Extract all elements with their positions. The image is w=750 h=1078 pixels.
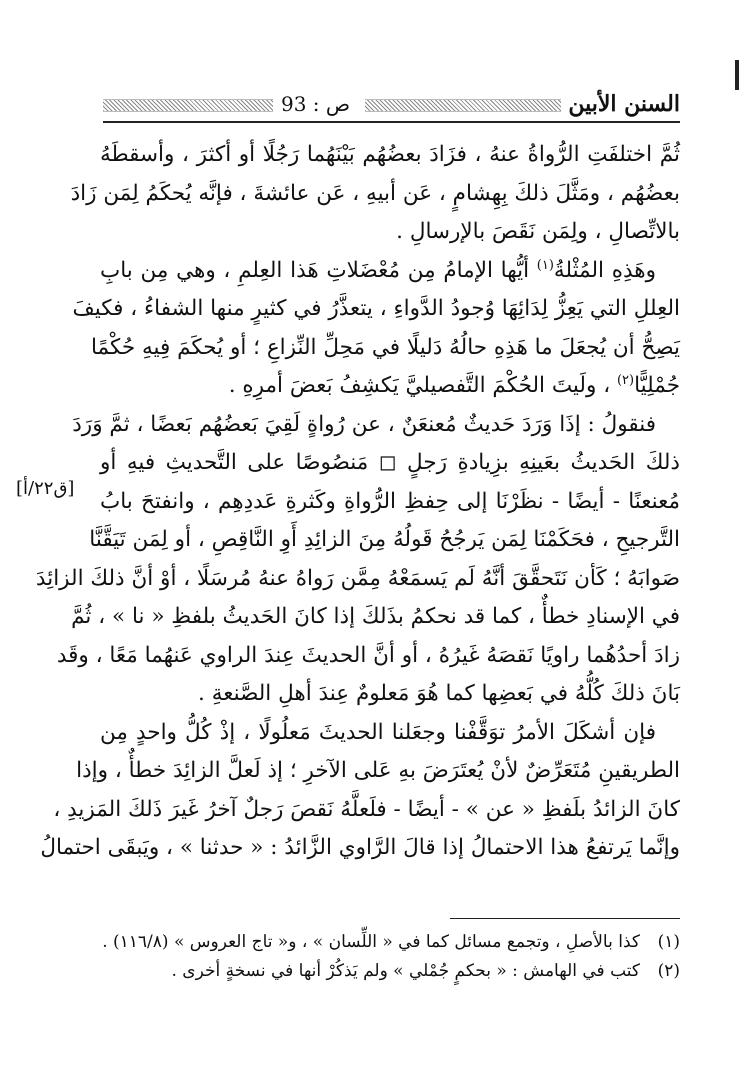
text-line-15: بَانَ ذلكَ كُلُّهُ في بَعضِها كما هُوَ مَعلومٌ عِندَ أهلِ الصَّنعةِ .	[198, 681, 680, 706]
text-line-13: في الإسنادِ خطأٌ ، كما قد نحكمُ بذَلكَ إذا كانَ الحَديثُ بلفظِ « نا » ، ثُمَّ	[71, 604, 680, 629]
running-header	[103, 90, 680, 120]
text-line-11: التَّرجيحِ ، فحَكَمْنَا لِمَن يَرجُحُ قَولُهُ مِنَ الزائِدِ أَوِ النَّاقِصِ ، أو لِمَن تَيَقَّنَّا	[89, 527, 680, 552]
header-ornament-left	[103, 99, 273, 112]
footnote-1-text: كذا بالأصلِ ، وتجمع مسائل كما في « اللِّسان » ، و« تاج العروس » (١١٦/٨) .	[102, 932, 640, 952]
footnote-ref-1: (١)	[536, 257, 554, 273]
text-line-3: بالاتِّصالِ ، ولِمَن نَقَصَ بالإرسالِ .	[396, 219, 680, 244]
text-line-12: صَوابَهُ ؛ كَأن نَتَحقَّقَ أنَّهُ لَم يَسمَعْهُ مِمَّن رَواهُ عنهُ مُرسَلًا ، أوْ أنَّ ذلكَ الزائِدَ	[35, 565, 680, 591]
text-line-7-a: جُمْلِيًّا	[634, 373, 680, 398]
footnote-2	[100, 957, 680, 986]
margin-folio-note: [ق۲۲/أ]	[16, 478, 75, 499]
text-line-5: العِللِ التي يَعِزُّ لِدَائِهَا وُجودُ الدَّواءِ ، يتعذَّرُ في كثيرٍ منها الشفاءُ ، فكيفَ	[72, 296, 680, 321]
header-rule	[103, 121, 680, 123]
text-line-6: يَصِحُّ أن يُجعَلَ ما هَذِهِ حالُهُ دَليلًا في مَحِلِّ النِّزاعِ ؛ أو يُحكَمَ فِيهِ حُكْمًا	[90, 334, 680, 360]
text-line-16: فإن أشكَلَ الأمرُ توَقَّفْنا وجعَلنا الحديثَ مَعلُولًا ، إذْ كُلُّ واحدٍ مِن	[100, 719, 656, 745]
header-page-number: ص : 93	[281, 92, 351, 116]
text-line-7-b: ، ولَيتَ الحُكْمَ التَّفصيليَّ يَكشِفُ بَعضَ أمرِهِ .	[228, 373, 617, 398]
text-line-1: ثُمَّ اختلفَتِ الرُّواةُ عنهُ ، فزَادَ بعضُهُم بَيْنَهُما رَجُلًا أو أكثرَ ، وأسقطَهُ	[100, 142, 680, 167]
footnote-1	[100, 928, 680, 957]
text-line-17: الطريقينِ مُتَعَرِّضٌ لأنْ يُعتَرَضَ بهِ عَلى الآخرِ ؛ إذ لَعلَّ الزائِدَ خطأٌ ، وإذا	[76, 758, 680, 783]
text-line-19: وإنَّما يَرتفعُ هذا الاحتمالُ إذا قالَ الرَّاوي الزَّائدُ : « حدثنا » ، ويَبقَى احتمالُ	[40, 835, 680, 860]
footnote-2-text: كتب في الهامش : « بحكمٍ جُمْلي » ولم يَذكُرْ أنها في نسخةٍ أخرى .	[171, 961, 640, 981]
text-line-2: بعضُهُم ، ومَثَّلَ ذلكَ بِهِشامٍ ، عَن أبيهِ ، عَن عائشةَ ، فإنَّه يُحكَمُ لِمَن زَادَ	[70, 180, 680, 206]
text-line-8: فنقولُ : إذَا وَرَدَ حَديثٌ مُعنعَنٌ ، عن رُواةٍ لَقِيَ بَعضُهُم بَعضًا ، ثمَّ وَرَدَ	[72, 411, 656, 437]
text-line-9: ذلكَ الحَديثُ بعَينِهِ بزِيادةِ رَجلٍ ◻ مَنصُوصًا على التَّحديثِ فيهِ أو	[100, 450, 680, 475]
text-line-4-b: أيُّها الإمامُ مِن مُعْضَلاتِ هَذا العِلمِ ، وهي مِن بابِ	[100, 257, 537, 283]
footnote-ref-2: (٢)	[616, 372, 635, 388]
text-line-10: مُعنعنًا - أيضًا - نظَرْنَا إلى حِفظِ الرُّواةِ وكَثرةِ عَددِهِم ، وانفتحَ بابُ	[100, 488, 680, 514]
text-line-4-a: وهَذِهِ المُثْلةُ	[553, 257, 656, 283]
text-line-18: كانَ الزائدُ بلَفظِ « عن » - أيضًا - فلَعلَّهُ نَقصَ رَجلٌ آخرُ غَيرَ ذَلكَ المَزيدِ ،	[53, 796, 680, 822]
footnote-separator	[450, 918, 680, 919]
header-ornament-middle	[365, 99, 561, 112]
text-line-4	[100, 252, 680, 291]
footnote-1-number: (١)	[657, 932, 680, 952]
text-line-14: زادَ أحدُهُما راويًا نَقصَهُ غَيرُهُ ، أو أنَّ الحديثَ عِندَ الراوي عَنهُما مَعًا ، وقَد	[56, 642, 680, 668]
footnotes	[100, 928, 680, 986]
page-edge-mark	[735, 60, 739, 90]
header-title: السنن الأبين	[568, 91, 680, 117]
footnote-2-number: (٢)	[657, 961, 680, 981]
text-line-7	[100, 367, 680, 406]
